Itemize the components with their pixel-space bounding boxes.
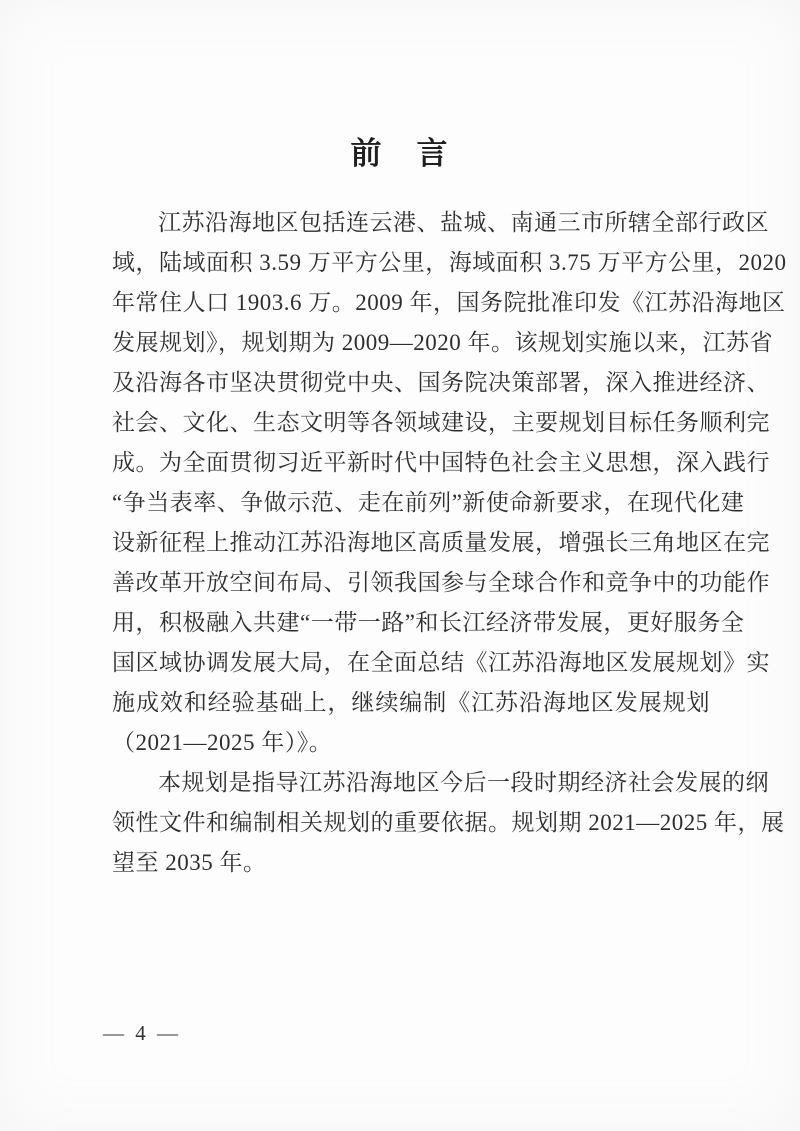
document-body (112, 203, 787, 883)
text-line: （2021—2025 年）》。 (112, 730, 333, 755)
text-line: “争当表率、争做示范、走在前列”新使命新要求，在现代化建 (112, 490, 745, 515)
text-line: 发展规划》，规划期为 2009—2020 年。该规划实施以来，江苏省 (112, 330, 773, 355)
paragraph (112, 763, 785, 883)
text-line: 域，陆域面积 3.59 万平方公里，海域面积 3.75 万平方公里，2020 (112, 250, 787, 275)
text-line: 望至 2035 年。 (112, 850, 267, 875)
paragraph (112, 203, 787, 763)
text-line: 社会、文化、生态文明等各领域建设，主要规划目标任务顺利完 (112, 410, 770, 435)
text-line: 施成效和经验基础上，继续编制《江苏沿海地区发展规划 (112, 690, 710, 715)
text-line: 及沿海各市坚决贯彻党中央、国务院决策部署，深入推进经济、 (112, 370, 770, 395)
text-line: 领性文件和编制相关规划的重要依据。规划期 2021—2025 年，展 (112, 810, 785, 835)
page-title: 前 言 (350, 136, 450, 171)
text-line: 善改革开放空间布局、引领我国参与全球合作和竞争中的功能作 (112, 570, 770, 595)
text-line: 设新征程上推动江苏沿海地区高质量发展，增强长三角地区在完 (112, 530, 770, 555)
text-line: 国区域协调发展大局，在全面总结《江苏沿海地区发展规划》实 (112, 650, 770, 675)
page-number: — 4 — (103, 1021, 181, 1045)
text-line: 江苏沿海地区包括连云港、盐城、南通三市所辖全部行政区 (158, 210, 769, 235)
text-line: 用，积极融入共建“一带一路”和长江经济带发展，更好服务全 (112, 610, 745, 635)
text-line: 本规划是指导江苏沿海地区今后一段时期经济社会发展的纲 (158, 770, 769, 795)
text-line: 成。为全面贯彻习近平新时代中国特色社会主义思想，深入践行 (112, 450, 770, 475)
text-line: 年常住人口 1903.6 万。2009 年，国务院批准印发《江苏沿海地区 (112, 290, 786, 315)
